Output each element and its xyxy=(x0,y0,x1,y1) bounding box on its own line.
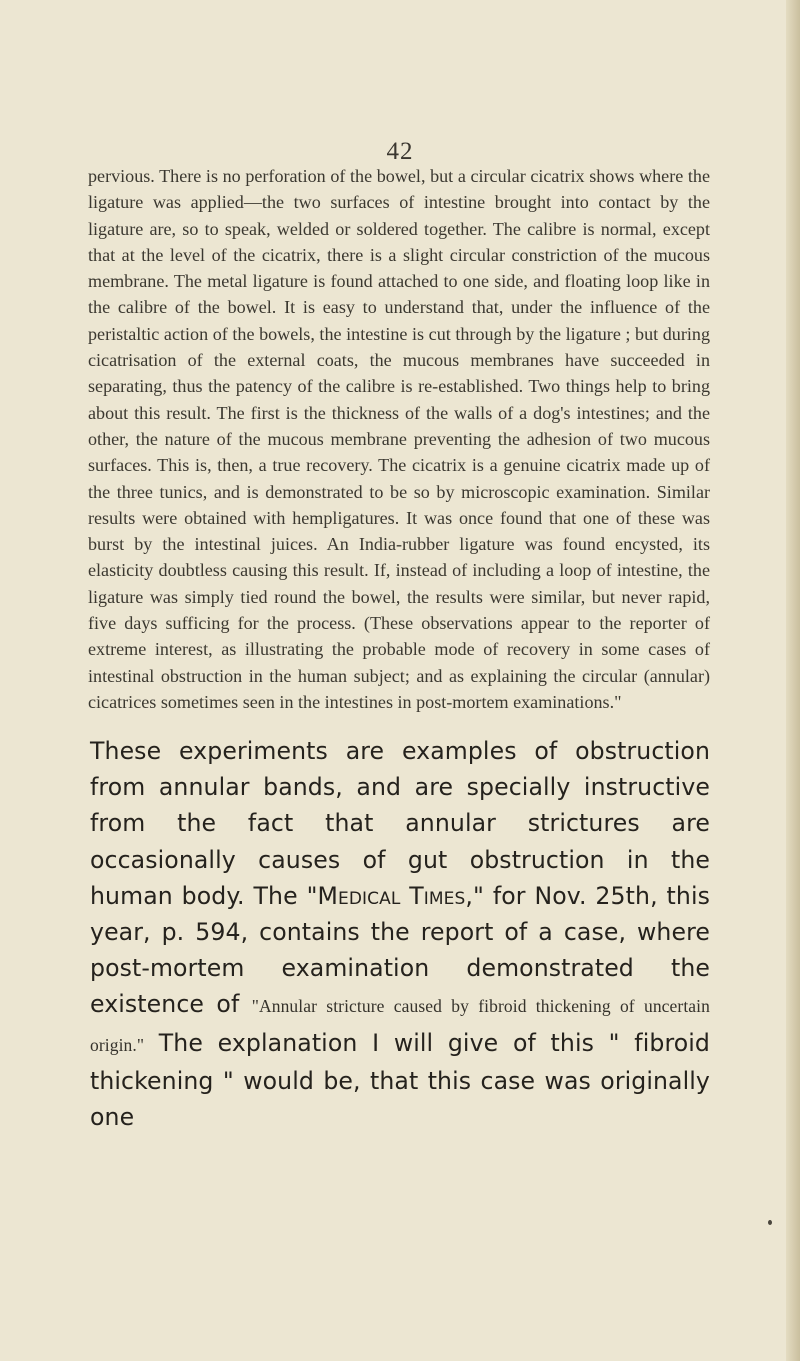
large-text-end: The explanation I will give of this " fibroid thickening " would be, that this case was originally one xyxy=(90,1028,710,1132)
journal-name: Medical Times, xyxy=(317,881,474,910)
large-text-intro: These experiments are examples of obstruction from annular bands, and are specially instructive from the fact that annular strictures are occasionally causes of gut obstruction in the human body. The " xyxy=(90,737,710,910)
body-paragraph-large xyxy=(90,733,710,1135)
large-text-middle: " for Nov. 25th, this year, p. 594, contains the report of a case, where post-mortem examination demonstrated the existence of xyxy=(90,881,710,1019)
page-edge xyxy=(786,0,800,1361)
body-paragraph-small: pervious. There is no perforation of the bowel, but a circular cicatrix shows where the ligature was applied—the two surfaces of intestine brought into contact by the ligature are, so to speak, welded or soldered together. The calibre is normal, except that at the level of the cicatrix, there is a slight circular constriction of the mucous membrane. The metal ligature is found attached to one side, and floating loop like in the calibre of the bowel. It is easy to understand that, under the influence of the peristaltic action of the bowels, the intestine is cut through by the ligature ; but during cicatrisation of the external coats, the mucous membranes have succeeded in separating, thus the patency of the calibre is re-established. Two things help to bring about this result. The first is the thickness of the walls of a dog's intestines; and the other, the nature of the mucous membrane preventing the adhesion of two mucous surfaces. This is, then, a true recovery. The cicatrix is a genuine cicatrix made up of the three tunics, and is demonstrated to be so by microscopic examination. Similar results were obtained with hempligatures. It was once found that one of these was burst by the intestinal juices. An India-rubber ligature was found encysted, its elasticity doubtless causing this result. If, instead of including a loop of intestine, the ligature was simply tied round the bowel, the results were similar, but never rapid, five days sufficing for the process. (These observations appear to the reporter of extreme interest, as illustrating the probable mode of recovery in some cases of intestinal obstruction in the human subject; and as explaining the circular (annular) cicatrices sometimes seen in the intestines in post-mortem examinations." xyxy=(88,166,710,712)
stray-ink-mark xyxy=(768,1220,772,1225)
page-number: 42 xyxy=(386,138,414,165)
quoted-finding: "Annular stricture caused by fibroid thickening of uncertain origin." xyxy=(90,996,710,1055)
